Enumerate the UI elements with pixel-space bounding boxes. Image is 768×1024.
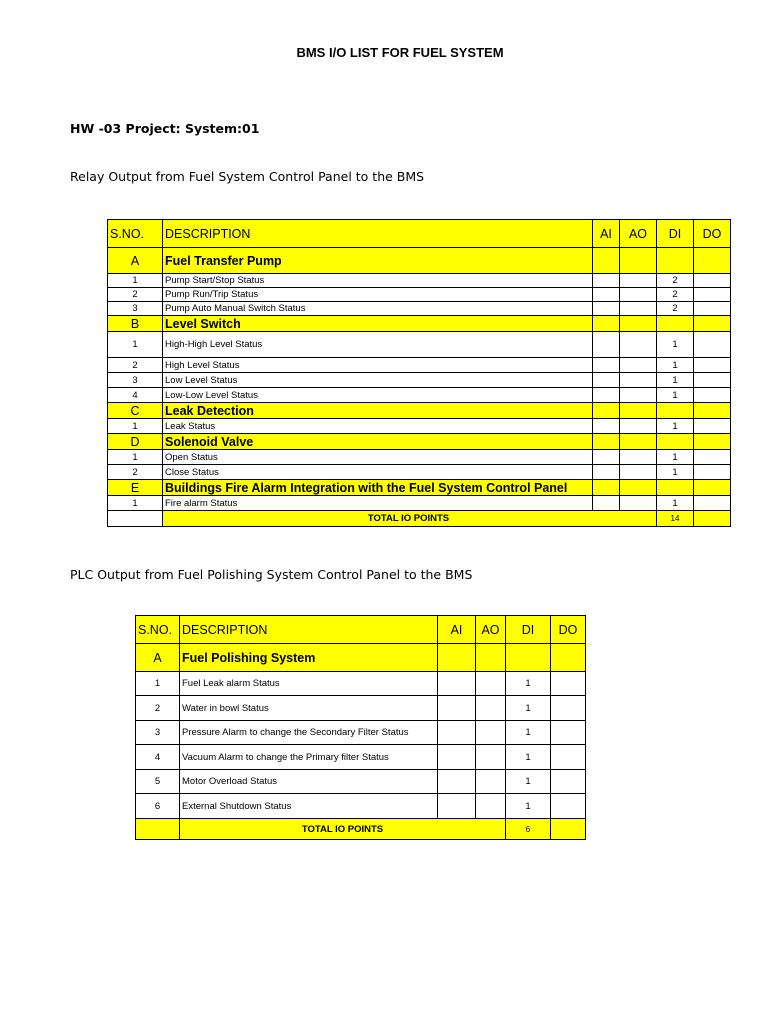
table-row [136,672,586,696]
section-name: Fuel Polishing System [180,644,438,672]
row-description: High-High Level Status [163,332,593,358]
row-di: 1 [506,721,551,745]
row-sno: 1 [108,496,163,511]
table-row [108,373,731,388]
row-description: Vacuum Alarm to change the Primary filter Status [180,745,438,770]
row-description: External Shutdown Status [180,794,438,819]
table-row [136,770,586,794]
row-description: Pump Run/Trip Status [163,288,593,302]
section-row [108,434,731,450]
table-row [108,450,731,465]
row-sno: 4 [136,745,180,770]
row-sno: 5 [136,770,180,794]
row-description: Pressure Alarm to change the Secondary Filter Status [180,721,438,745]
row-di: 2 [657,302,694,316]
row-di: 1 [657,332,694,358]
row-sno: 4 [108,388,163,403]
section-letter: A [136,644,180,672]
row-sno: 1 [136,672,180,696]
section-letter: B [108,316,163,332]
relay-output-table [107,219,731,527]
row-description: Leak Status [163,419,593,434]
row-description: Fire alarm Status [163,496,593,511]
table-row [136,794,586,819]
total-label: TOTAL IO POINTS [180,819,506,840]
row-sno: 1 [108,419,163,434]
total-label: TOTAL IO POINTS [163,511,657,527]
row-sno: 1 [108,274,163,288]
table-row [108,358,731,373]
row-description: Fuel Leak alarm Status [180,672,438,696]
row-sno: 2 [108,358,163,373]
row-sno: 1 [108,332,163,358]
table-row [108,496,731,511]
row-di: 1 [657,419,694,434]
row-sno: 3 [108,373,163,388]
header-di: DI [657,220,694,248]
total-row [136,819,586,840]
row-di: 1 [506,745,551,770]
row-di: 1 [506,770,551,794]
row-description: Low-Low Level Status [163,388,593,403]
row-description: Pump Auto Manual Switch Status [163,302,593,316]
section-name: Leak Detection [163,403,593,419]
row-description: Open Status [163,450,593,465]
header-sno: S.NO. [108,220,163,248]
row-description: Pump Start/Stop Status [163,274,593,288]
header-description: DESCRIPTION [180,616,438,644]
row-di: 1 [657,496,694,511]
section-name: Solenoid Valve [163,434,593,450]
section-letter: A [108,248,163,274]
section-name: Level Switch [163,316,593,332]
header-ai: AI [593,220,620,248]
row-sno: 6 [136,794,180,819]
row-di: 1 [506,794,551,819]
total-row [108,511,731,527]
row-sno: 3 [108,302,163,316]
table-row [108,419,731,434]
header-ao: AO [620,220,657,248]
table-row [136,745,586,770]
table-header-row [136,616,586,644]
total-di: 14 [657,511,694,527]
section-letter: D [108,434,163,450]
row-sno: 2 [108,288,163,302]
table-row [108,274,731,288]
project-heading: HW -03 Project: System:01 [70,121,260,136]
plc-output-table [135,615,586,840]
table-header-row [108,220,731,248]
section2-caption: PLC Output from Fuel Polishing System Control Panel to the BMS [70,567,473,582]
row-di: 1 [506,672,551,696]
row-description: Close Status [163,465,593,480]
row-di: 1 [657,388,694,403]
row-di: 1 [657,373,694,388]
section-letter: C [108,403,163,419]
table-row [108,302,731,316]
row-sno: 1 [108,450,163,465]
row-di: 1 [657,465,694,480]
row-di: 1 [657,358,694,373]
table-row [108,332,731,358]
table-row [108,465,731,480]
total-di: 6 [506,819,551,840]
header-do: DO [551,616,586,644]
table-row [136,696,586,721]
section-letter: E [108,480,163,496]
row-sno: 2 [136,696,180,721]
section-row [108,248,731,274]
row-di: 2 [657,274,694,288]
row-description: Motor Overload Status [180,770,438,794]
row-description: High Level Status [163,358,593,373]
row-di: 1 [657,450,694,465]
table-row [136,721,586,745]
header-ao: AO [476,616,506,644]
row-di: 2 [657,288,694,302]
header-description: DESCRIPTION [163,220,593,248]
table-row [108,388,731,403]
section-name: Fuel Transfer Pump [163,248,593,274]
table-row [108,288,731,302]
section-name: Buildings Fire Alarm Integration with the Fuel System Control Panel [163,480,593,496]
row-sno: 2 [108,465,163,480]
section-row [136,644,586,672]
header-sno: S.NO. [136,616,180,644]
section1-caption: Relay Output from Fuel System Control Panel to the BMS [70,169,425,184]
row-di: 1 [506,696,551,721]
header-ai: AI [438,616,476,644]
row-sno: 3 [136,721,180,745]
row-description: Low Level Status [163,373,593,388]
section-row [108,403,731,419]
document-title: BMS I/O LIST FOR FUEL SYSTEM [296,45,504,60]
header-do: DO [694,220,731,248]
row-description: Water in bowl Status [180,696,438,721]
section-row [108,316,731,332]
section-row [108,480,731,496]
header-di: DI [506,616,551,644]
